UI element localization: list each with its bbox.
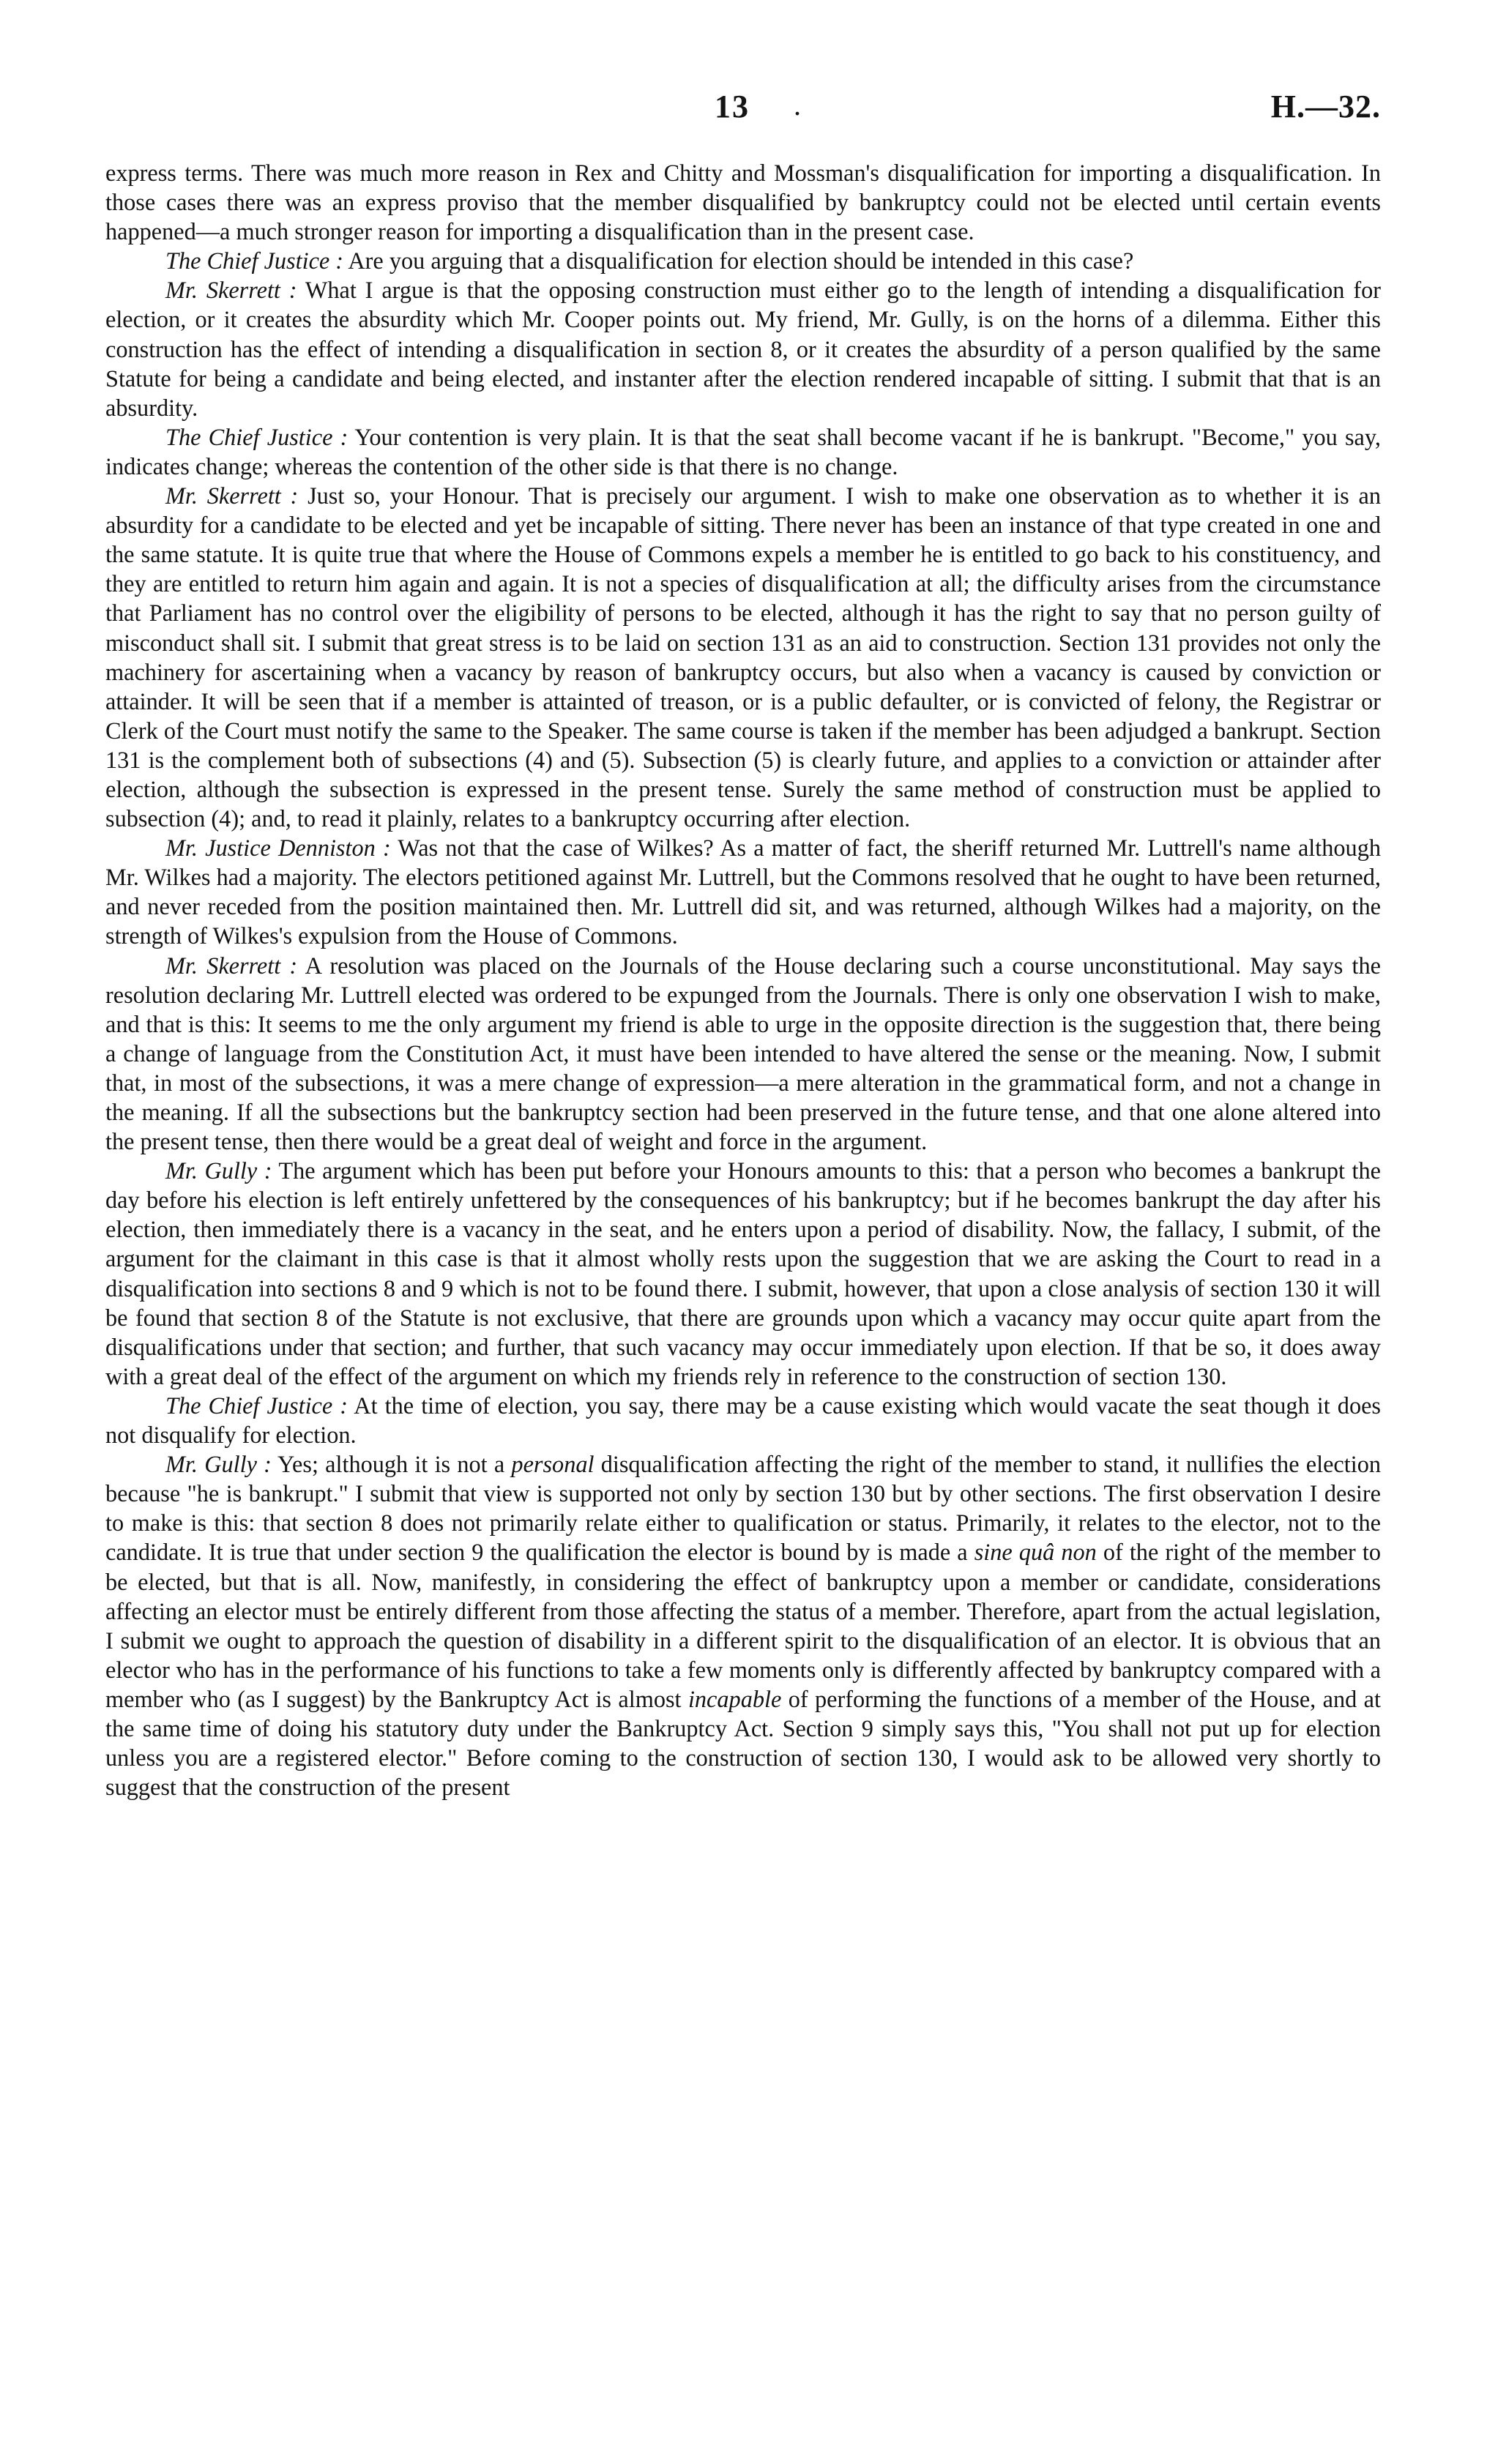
paragraph-text: of the right of the member to be elected, but that is all. Now, manifestly, in considering the effect of bankruptcy upon a member or candidate, considerations affecting an elector must be entirely different from those affecting the status of a member. Therefore, apart from the actual legislation, I submit we ought to approach the question of disability in a different spirit to the disqualification of an elector. It is obvious that an elector who has in the performance of his functions to take a few moments only is differently affected by bankruptcy compared with a member who (as I suggest) by the Bankruptcy Act is almost [105,1539,1381,1712]
italic-term: incapable [687,1685,782,1712]
speaker-name: The Chief Justice : [165,247,344,275]
paragraph-text: The argument which has been put before your Honours amounts to this: that a person who becomes a bankrupt the day before his election is left entirely unfettered by the consequences of his bankruptcy; but if he becomes bankrupt the day after his election, then immediately there is a vacancy in the seat, and he enters upon a period of disability. Now, the fallacy, I submit, of the argument for the claimant in this case is that it almost wholly rests upon the suggestion that we are asking the Court to read in a disqualification into sections 8 and 9 which is not to be found there. I submit, however, that upon a close analysis of section 130 it will be found that section 8 of the Statute is not exclusive, that there are grounds upon which a vacancy may occur quite apart from the disqualifications under that section; and further, that such vacancy may occur immediately upon election. If that be so, it does away with a great deal of the effect of the argument on which my friends rely in reference to the construction of section 130. [105,1157,1381,1389]
speaker-name: Mr. Gully : [165,1451,272,1478]
paragraph-text: Are you arguing that a disqualification for election should be intended in this case? [343,247,1134,275]
speaker-name: The Chief Justice : [165,1392,349,1419]
body-text [105,158,1381,1802]
paragraph-text: At the time of election, you say, there may be a cause existing which would vacate the seat though it does not disqualify for election. [105,1392,1381,1449]
paragraph-text: Your contention is very plain. It is that the seat shall become vacant if he is bankrupt. "Become," you say, indicates change; whereas the contention of the other side is that there is no change. [105,423,1381,479]
paragraph [105,275,1381,422]
paragraph [105,833,1381,950]
page-number: 13 [715,89,750,124]
page-header [105,88,1381,158]
speaker-name: Mr. Skerrett : [165,952,298,979]
paragraph [105,1156,1381,1391]
paragraph [105,422,1381,481]
paragraph-text: of performing the functions of a member of the House, and at the same time of doing his statutory duty under the Bankruptcy Act. Section 9 simply says this, "You shall not put up for election unless you are a registered elector." Before coming to the construction of section 130, I would ask to be allowed very shortly to suggest that the construction of the present [105,1685,1381,1801]
speaker-name: Mr. Gully : [165,1157,272,1184]
paragraph-text: A resolution was placed on the Journals of the House declaring such a course unconstitutional. May says the resolution declaring Mr. Luttrell elected was ordered to be expunged from the Journals. There is only one observation I wish to make, and that is this: It seems to me the only argument my friend is able to urge in the opposite direction is the suggestion that, there being a change of language from the Constitution Act, it must have been intended to have altered the sense or the meaning. Now, I submit that, in most of the subsections, it was a mere change of expression—a mere alteration in the grammatical form, and not a change in the meaning. If all the subsections but the bankruptcy section had been preserved in the future tense, and that one alone altered into the present tense, then there would be a great deal of weight and force in the argument. [105,952,1381,1155]
paragraph-text: disqualification affecting the right of the member to stand, it nullifies the election because "he is bankrupt." I submit that view is supported not only by section 130 but by other sections. The first observation I desire to make is this: that section 8 does not primarily relate either to qualification or status. Primarily, it relates to the elector, not to the candidate. It is true that under section 9 the qualification the elector is bound by is made a [105,1451,1381,1566]
paragraph-text: Just so, your Honour. That is precisely our argument. I wish to make one observation as to whether it is an absurdity for a candidate to be elected and yet be incapable of sitting. There never has been an instance of that type created in one and the same statute. It is quite true that where the House of Commons expels a member he is entitled to go back to his constituency, and they are entitled to return him again and again. It is not a species of disqualification at all; the difficulty arises from the circumstance that Parliament has no control over the eligibility of persons to be elected, although it has the right to say that no person guilty of misconduct shall sit. I submit that great stress is to be laid on section 131 as an aid to construction. Section 131 provides not only the machinery for ascertaining when a vacancy by reason of bankruptcy occurs, but also when a vacancy is caused by conviction or attainder. It will be seen that if a member is attainted of treason, or is a public defaulter, or is convicted of felony, the Registrar or Clerk of the Court must notify the same to the Speaker. The same course is taken if the member has been adjudged a bankrupt. Section 131 is the complement both of subsections (4) and (5). Subsection (5) is clearly future, and applies to a conviction or attainder after election, although the subsection is expressed in the present tense. Surely the same method of construction must be applied to subsection (4); and, to read it plainly, relates to a bankruptcy occurring after election. [105,482,1381,832]
paragraph [105,246,1381,275]
paragraph [105,481,1381,833]
speaker-name: Mr. Skerrett : [165,277,297,304]
speaker-name: The Chief Justice : [165,423,349,450]
paragraph-text: Was not that the case of Wilkes? As a matter of fact, the sheriff returned Mr. Luttrell's name although Mr. Wilkes had a majority. The electors petitioned against Mr. Luttrell, but the Commons resolved that he ought to have been returned, and never receded from the position maintained then. Mr. Luttrell did sit, and was returned, although Wilkes had a majority, on the strength of Wilkes's expulsion from the House of Commons. [105,835,1381,949]
speaker-name: Mr. Justice Denniston : [165,835,391,862]
paragraph [105,951,1381,1157]
paragraph-text: Yes; although it is not a [271,1451,512,1478]
paragraph [105,1449,1381,1802]
paper-reference: H.—32. [1270,89,1381,124]
speaker-name: Mr. Skerrett : [165,482,299,509]
document-page [105,88,1381,1802]
paragraph-text: What I argue is that the opposing construction must either go to the length of intending a disqualification for election, or it creates the absurdity which Mr. Cooper points out. My friend, Mr. Gully, is on the horns of a dilemma. Either this construction has the effect of intending a disqualification in section 8, or it creates the absurdity of a person qualified by the same Statute for being a candidate and being elected, and instanter after the election rendered incapable of sitting. I submit that that is an absurdity. [105,277,1381,421]
paragraph [105,158,1381,246]
italic-term: sine quâ non [974,1539,1097,1566]
paragraph-text: express terms. There was much more reason in Rex and Chitty and Mossman's disqualification for importing a disqualification. In those cases there was an express proviso that the member disqualified by bankruptcy could not be elected until certain events happened—a much stronger reason for importing a disqualification than in the present case. [105,160,1381,245]
italic-term: personal [511,1451,595,1478]
header-dot: . [794,89,801,122]
paragraph [105,1391,1381,1449]
